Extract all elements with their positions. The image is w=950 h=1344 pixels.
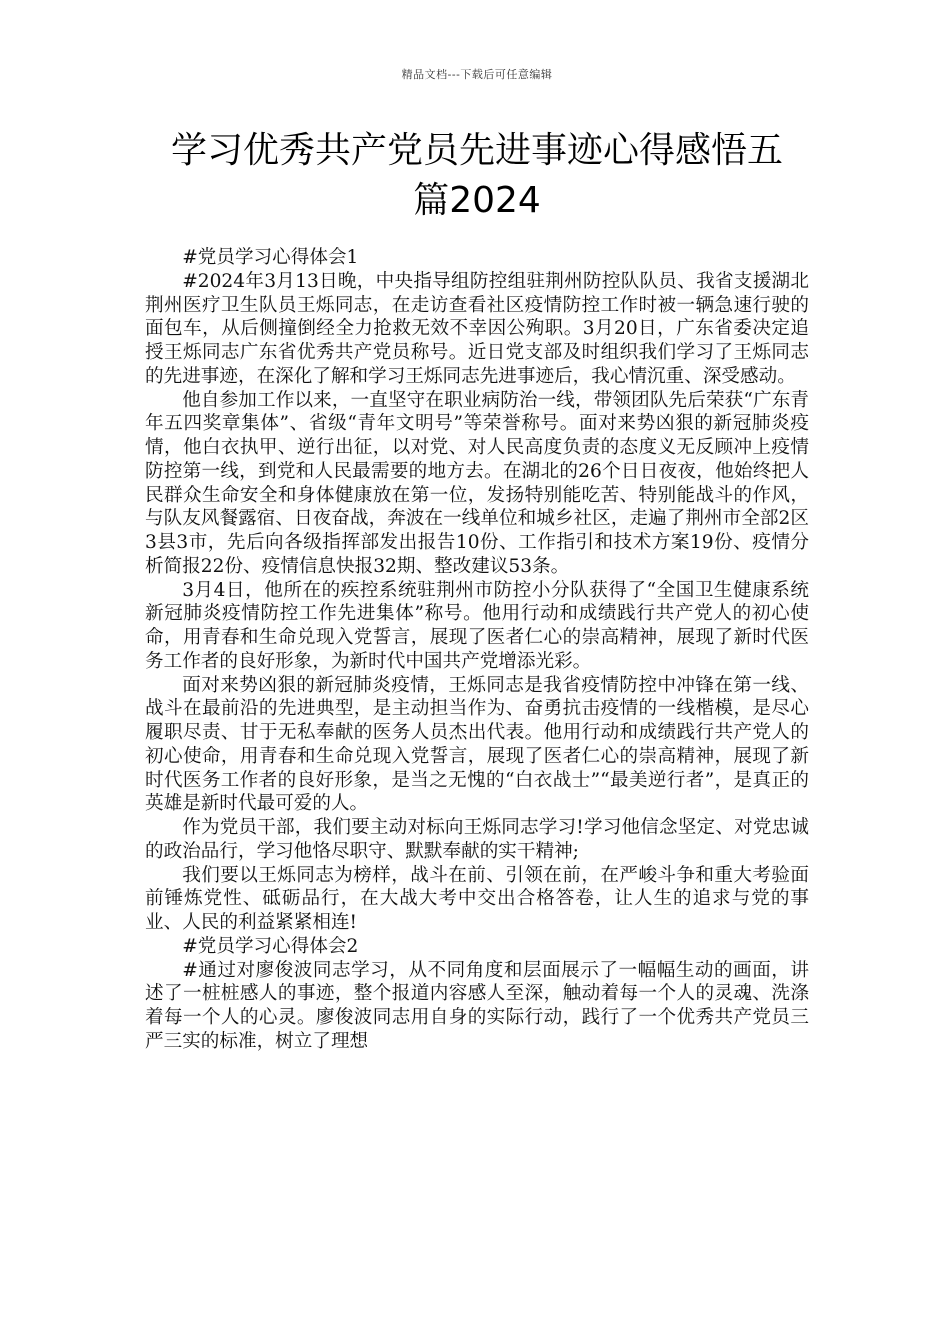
paragraph: #2024年3月13日晚，中央指导组防控组驻荆州防控队队员、我省支援湖北荆州医疗卫生队员王烁同志，在走访查看社区疫情防控工作时被一辆急速行驶的面包车，从后侧撞倒经全力抢救无效不幸因公殉职。3月20日，广东省委决定追授王烁同志广东省优秀共产党员称号。近日党支部及时组织我们学习了王烁同志的先进事迹，在深化了解和学习王烁同志先进事迹后，我心情沉重、深受感动。 bbox=[145, 270, 809, 387]
section-heading: #党员学习心得体会2 bbox=[182, 935, 359, 957]
title-line-1: 学习优秀共产党员先进事迹心得感悟五 bbox=[170, 130, 783, 171]
paragraph: 我们要以王烁同志为榜样，战斗在前、引领在前，在严峻斗争和重大考验面前锤炼党性、砥砺品行，在大战大考中交出合格答卷，让人生的追求与党的事业、人民的利益紧紧相连! bbox=[145, 864, 809, 933]
title-line-2: 篇2024 bbox=[413, 180, 541, 221]
article-body bbox=[145, 246, 809, 1054]
page-title bbox=[145, 126, 809, 226]
paragraph: 3月4日，他所在的疾控系统驻荆州市防控小分队获得了“全国卫生健康系统新冠肺炎疫情防控工作先进集体”称号。他用行动和成绩践行共产党人的初心使命，用青春和生命兑现入党誓言，展现了医者仁心的崇高精神，展现了新时代医务工作者的良好形象，为新时代中国共产党增添光彩。 bbox=[145, 579, 809, 672]
paragraph: 面对来势凶狠的新冠肺炎疫情，王烁同志是我省疫情防控中冲锋在第一线、战斗在最前沿的先进典型，是主动担当作为、奋勇抗击疫情的一线楷模，是尽心履职尽责、甘于无私奉献的医务人员杰出代表。他用行动和成绩践行共产党人的初心使命，用青春和生命兑现入党誓言，展现了医者仁心的崇高精神，展现了新时代医务工作者的良好形象，是当之无愧的“白衣战士”“最美逆行者”，是真正的英雄是新时代最可爱的人。 bbox=[145, 674, 809, 815]
header-note: 精品文档---下载后可任意编辑 bbox=[401, 68, 553, 81]
paragraph: 作为党员干部，我们要主动对标向王烁同志学习!学习他信念坚定、对党忠诚的政治品行，学习他恪尽职守、默默奉献的实干精神; bbox=[145, 817, 809, 862]
paragraph: 他自参加工作以来，一直坚守在职业病防治一线，带领团队先后荣获“广东青年五四奖章集体”、省级“青年文明号”等荣誉称号。面对来势凶狠的新冠肺炎疫情，他白衣执甲、逆行出征，以对党、对人民高度负责的态度义无反顾冲上疫情防控第一线，到党和人民最需要的地方去。在湖北的26个日日夜夜，他始终把人民群众生命安全和身体健康放在第一位，发扬特别能吃苦、特别能战斗的作风，与队友风餐露宿、日夜奋战，奔波在一线单位和城乡社区，走遍了荆州市全部2区3县3市，先后向各级指挥部发出报告10份、工作指引和技术方案19份、疫情分析简报22份、疫情信息快报32期、整改建议53条。 bbox=[145, 389, 809, 577]
paragraph: #通过对廖俊波同志学习，从不同角度和层面展示了一幅幅生动的画面，讲述了一桩桩感人的事迹，整个报道内容感人至深，触动着每一个人的灵魂、洗涤着每一个人的心灵。廖俊波同志用自身的实际行动，践行了一个优秀共产党员三严三实的标准，树立了理想 bbox=[145, 959, 809, 1052]
section-heading: #党员学习心得体会1 bbox=[182, 247, 359, 268]
